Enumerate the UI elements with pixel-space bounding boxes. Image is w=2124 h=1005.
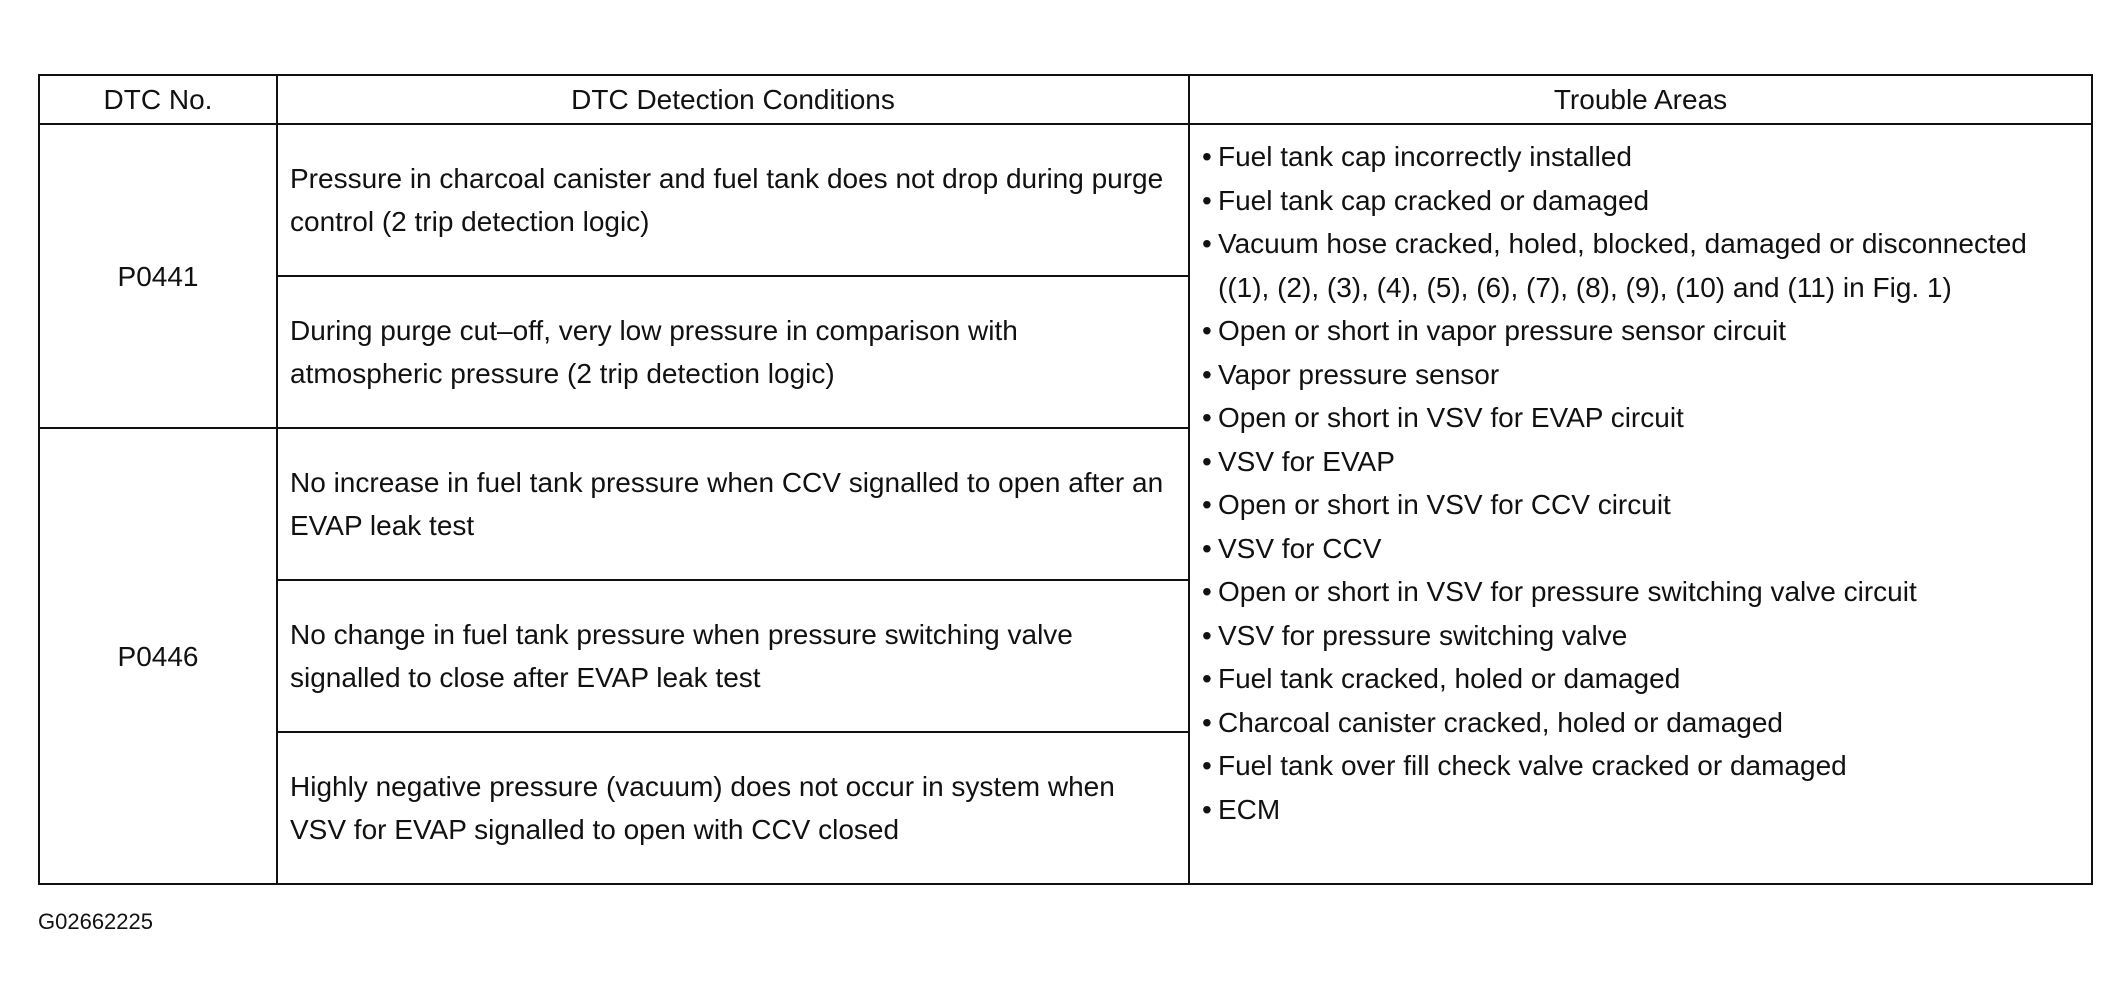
trouble-area-item: • Fuel tank over fill check valve cracked or damaged	[1202, 744, 2073, 788]
detection-condition: During purge cut–off, very low pressure in comparison with atmospheric pressure (2 trip detection logic)	[277, 276, 1189, 428]
trouble-areas-cell	[1189, 124, 2092, 884]
header-trouble-areas: Trouble Areas	[1189, 75, 2092, 124]
trouble-area-item: • Vacuum hose cracked, holed, blocked, damaged or disconnected ((1), (2), (3), (4), (5), (6), (7), (8), (9), (10) and (11) in Fig. 1)	[1202, 222, 2073, 309]
detection-condition: No change in fuel tank pressure when pressure switching valve signalled to close after EVAP leak test	[277, 580, 1189, 732]
trouble-area-item: • Open or short in VSV for pressure switching valve circuit	[1202, 570, 2073, 614]
header-row	[39, 75, 2092, 124]
header-detection-conditions: DTC Detection Conditions	[277, 75, 1189, 124]
trouble-area-item: • Fuel tank cracked, holed or damaged	[1202, 657, 2073, 701]
trouble-area-item: • Fuel tank cap cracked or damaged	[1202, 179, 2073, 223]
trouble-area-item: • ECM	[1202, 788, 2073, 832]
detection-condition: No increase in fuel tank pressure when CCV signalled to open after an EVAP leak test	[277, 428, 1189, 580]
trouble-area-item: • VSV for CCV	[1202, 527, 2073, 571]
detection-condition: Pressure in charcoal canister and fuel tank does not drop during purge control (2 trip detection logic)	[277, 124, 1189, 276]
figure-id: G02662225	[38, 909, 153, 934]
header-dtc-no: DTC No.	[39, 75, 277, 124]
trouble-area-item: • Open or short in vapor pressure sensor circuit	[1202, 309, 2073, 353]
trouble-area-item: • Open or short in VSV for CCV circuit	[1202, 483, 2073, 527]
dtc-code-p0446: P0446	[39, 428, 277, 884]
trouble-area-item: • Charcoal canister cracked, holed or damaged	[1202, 701, 2073, 745]
trouble-area-item: • VSV for EVAP	[1202, 440, 2073, 484]
dtc-code-p0441: P0441	[39, 124, 277, 428]
detection-condition: Highly negative pressure (vacuum) does not occur in system when VSV for EVAP signalled to open with CCV closed	[277, 732, 1189, 884]
trouble-area-item: • Vapor pressure sensor	[1202, 353, 2073, 397]
dtc-table	[38, 74, 2093, 885]
trouble-area-item: • Fuel tank cap incorrectly installed	[1202, 135, 2073, 179]
trouble-area-item: • Open or short in VSV for EVAP circuit	[1202, 396, 2073, 440]
table-row	[39, 124, 2092, 276]
trouble-areas-list	[1202, 135, 2073, 831]
trouble-area-item: • VSV for pressure switching valve	[1202, 614, 2073, 658]
